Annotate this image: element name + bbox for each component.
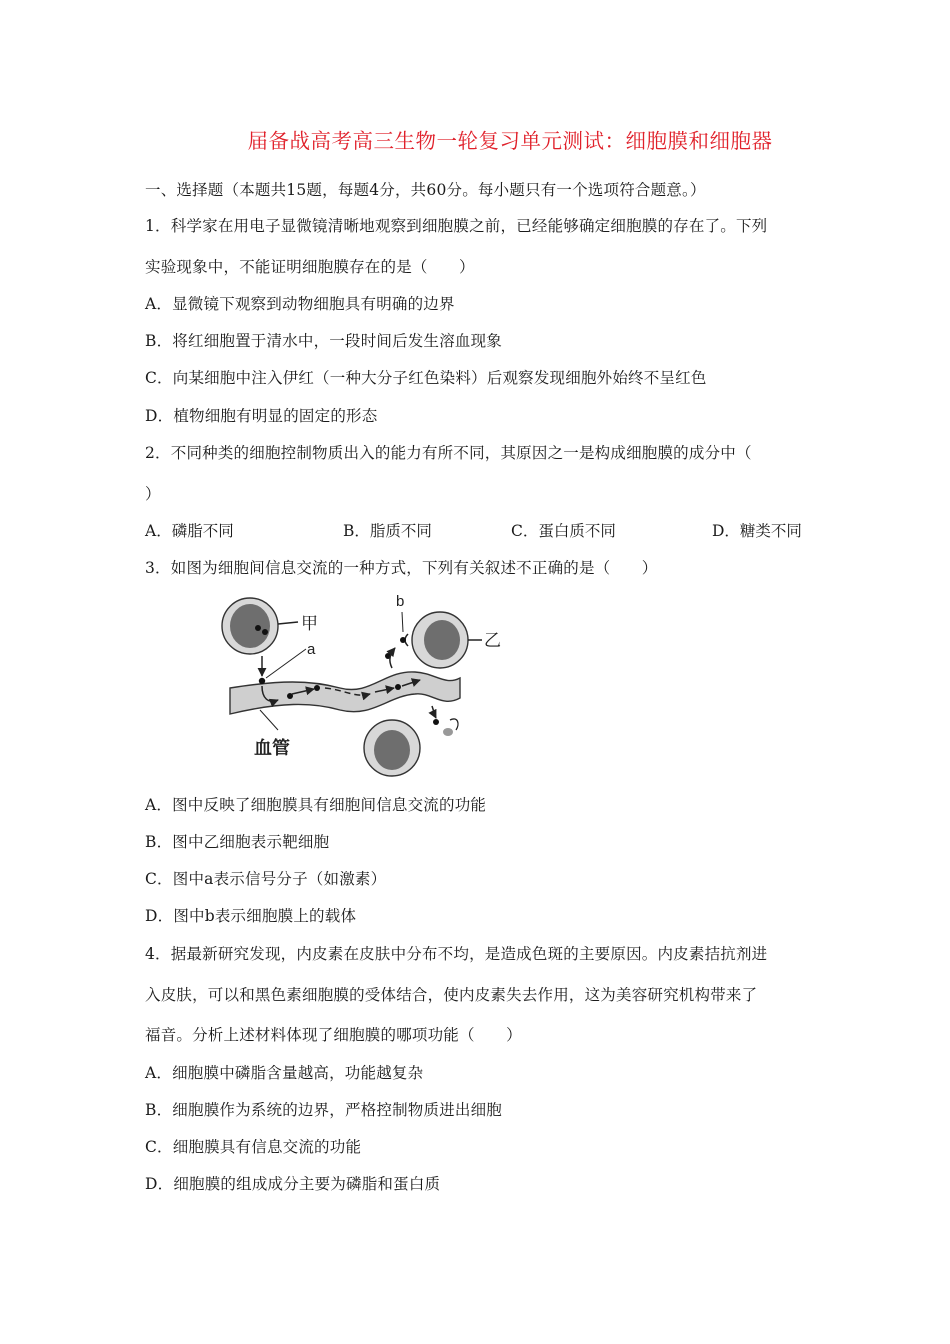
q3-option-a: A．图中反映了细胞膜具有细胞间信息交流的功能 <box>145 796 487 814</box>
q4-option-d: D．细胞膜的组成成分主要为磷脂和蛋白质 <box>145 1175 441 1193</box>
label-jia: 甲 <box>301 614 318 633</box>
q3-option-b: B．图中乙细胞表示靶细胞 <box>145 833 330 851</box>
label-vessel: 血管 <box>254 738 290 758</box>
q2-option-d: D．糖类不同 <box>712 522 802 540</box>
cell-signaling-figure <box>220 588 510 778</box>
q1-option-d: D．植物细胞有明显的固定的形态 <box>145 407 378 425</box>
q4-option-b: B．细胞膜作为系统的边界，严格控制物质进出细胞 <box>145 1101 502 1119</box>
q2-option-a: A．磷脂不同 <box>145 522 234 540</box>
section-heading: 一、选择题（本题共15题，每题4分，共60分。每小题只有一个选项符合题意。） <box>145 181 706 199</box>
q4-stem-line3: 福音。分析上述材料体现了细胞膜的哪项功能（ ） <box>145 1026 522 1044</box>
page-title: 届备战高考高三生物一轮复习单元测试：细胞膜和细胞器 <box>247 129 773 153</box>
q4-option-c: C．细胞膜具有信息交流的功能 <box>145 1138 362 1156</box>
q4-stem-line1: 4．据最新研究发现，内皮素在皮肤中分布不均，是造成色斑的主要原因。内皮素拮抗剂进 <box>145 945 768 963</box>
q3-option-c: C．图中a表示信号分子（如激素） <box>145 870 387 888</box>
q1-stem-line1: 1．科学家在用电子显微镜清晰地观察到细胞膜之前，已经能够确定细胞膜的存在了。下列 <box>145 217 768 235</box>
label-a: a <box>307 641 316 658</box>
q1-option-a: A．显微镜下观察到动物细胞具有明确的边界 <box>145 295 455 313</box>
cell-jia-nucleus <box>230 604 270 648</box>
q2-stem-line2: ） <box>145 485 161 503</box>
q3-option-d: D．图中b表示细胞膜上的载体 <box>145 907 357 925</box>
q4-stem-line2: 入皮肤，可以和黑色素细胞膜的受体结合，使内皮素失去作用，这为美容研究机构带来了 <box>145 986 758 1004</box>
label-b: b <box>396 593 405 610</box>
q3-stem: 3．如图为细胞间信息交流的一种方式，下列有关叙述不正确的是（ ） <box>145 559 658 577</box>
q2-option-c: C．蛋白质不同 <box>511 522 616 540</box>
q1-option-c: C．向某细胞中注入伊红（一种大分子红色染料）后观察发现细胞外始终不呈红色 <box>145 369 707 387</box>
cell-signaling-diagram <box>220 588 510 778</box>
blood-vessel <box>230 672 460 714</box>
q2-stem-line1: 2．不同种类的细胞控制物质出入的能力有所不同，其原因之一是构成细胞膜的成分中（ <box>145 444 752 462</box>
q1-stem-line2: 实验现象中，不能证明细胞膜存在的是（ ） <box>145 258 475 276</box>
cell-yi-nucleus <box>424 620 460 660</box>
q1-option-b: B．将红细胞置于清水中，一段时间后发生溶血现象 <box>145 332 502 350</box>
q4-option-a: A．细胞膜中磷脂含量越高，功能越复杂 <box>145 1064 424 1082</box>
label-yi: 乙 <box>484 631 501 650</box>
q2-option-b: B．脂质不同 <box>343 522 432 540</box>
